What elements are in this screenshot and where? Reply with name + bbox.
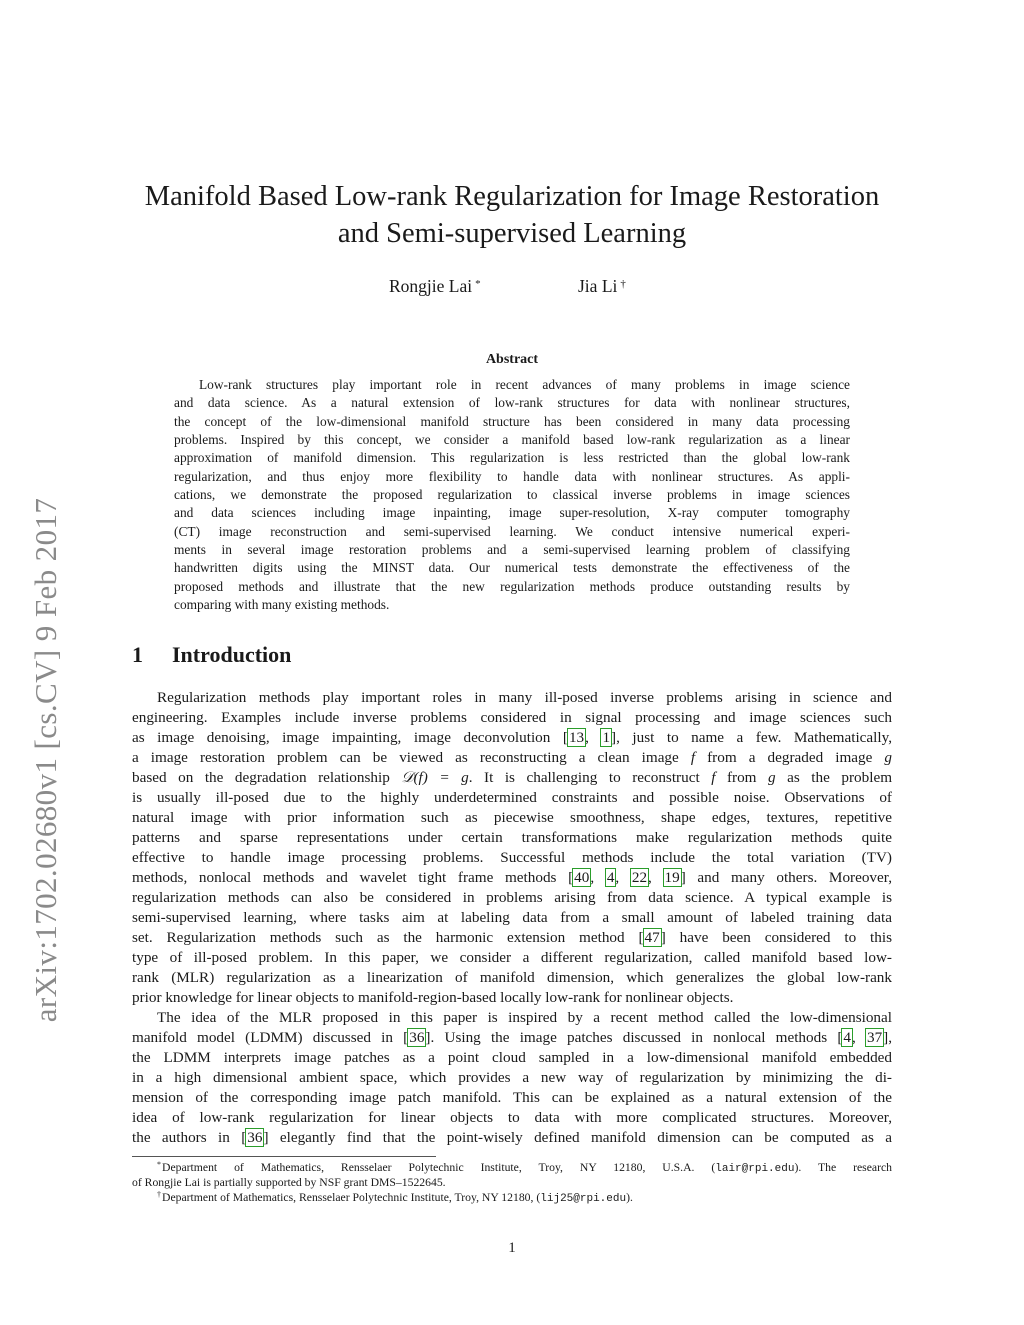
footnote-mark: † xyxy=(157,1190,161,1199)
citation-link[interactable]: 22 xyxy=(631,869,648,886)
math-symbol: f xyxy=(711,769,716,786)
intro-line: in a high dimensional ambient space, which provides a new way of regularization by minimizing the di- xyxy=(132,1069,892,1086)
intro-line: a image restoration problem can be viewed as reconstructing a clean image f from a degraded image g xyxy=(132,749,892,766)
citation-link[interactable]: 40 xyxy=(574,869,590,886)
intro-line: Regularization methods play important roles in many ill-posed inverse problems arising in science and xyxy=(157,689,892,706)
title-line-1: Manifold Based Low-rank Regularization for Image Restoration xyxy=(144,181,880,212)
intro-line: set. Regularization methods such as the harmonic extension method [47] have been considered to this xyxy=(132,929,892,946)
intro-line: manifold model (LDMM) discussed in [36]. Using the image patches discussed in nonlocal methods [4, 37], xyxy=(132,1029,893,1046)
intro-line: regularization methods can also be considered in problems arising from data science. A typical example is xyxy=(132,889,892,906)
citation-link[interactable]: 47 xyxy=(644,929,660,946)
email-link[interactable]: lair@rpi.edu xyxy=(715,1163,795,1175)
author-footnote-mark[interactable]: † xyxy=(620,278,626,290)
abstract-heading: Abstract xyxy=(485,352,539,367)
paper-title xyxy=(132,178,892,252)
intro-line: the authors in [36] elegantly find that the point-wisely defined manifold dimension can be computed as a xyxy=(132,1129,893,1146)
intro-line: natural image with prior information such as piecewise smoothness, shape edges, textures, repetitive xyxy=(132,809,892,826)
intro-line: patterns and sparse representations under certain transformations make regularization methods quite xyxy=(132,829,892,846)
intro-line: rank (MLR) regularization as a linearization of manifold dimension, which generalizes the global low-rank xyxy=(132,969,892,986)
email-link[interactable]: lij25@rpi.edu xyxy=(540,1193,627,1205)
abstract-line: comparing with many existing methods. xyxy=(174,597,390,613)
footnote-1-continued: of Rongjie Lai is partially supported by NSF grant DMS–1522645. xyxy=(132,1176,446,1189)
title-line-2: and Semi-supervised Learning xyxy=(337,218,687,249)
abstract-line: cations, we demonstrate the proposed regularization to classical inverse problems in image sciences xyxy=(174,487,850,503)
abstract-line: the concept of the low-dimensional manifold structure has been considered in many data processing xyxy=(174,413,850,429)
abstract-line: and data science. As a natural extension of low-rank structures for data with nonlinear structures, xyxy=(174,395,850,411)
citation-link[interactable]: 1 xyxy=(602,729,611,746)
abstract-line: handwritten digits using the MINST data. Our numerical tests demonstrate the effectiveness of the xyxy=(174,560,850,576)
page-number: 1 xyxy=(508,1240,516,1256)
footnote-mark: * xyxy=(157,1160,161,1169)
section-heading-introduction xyxy=(132,642,291,668)
footnote-1: *Department of Mathematics, Rensselaer Polytechnic Institute, Troy, NY 12180, U.S.A. (lair@rpi.edu). The research xyxy=(157,1160,892,1175)
abstract-body xyxy=(174,376,850,614)
intro-line: the LDMM interprets image patches as a point cloud sampled in a low-dimensional manifold embedded xyxy=(132,1049,892,1066)
intro-line: engineering. Examples include inverse problems considered in signal processing and image sciences such xyxy=(132,709,892,726)
intro-line: type of ill-posed problem. In this paper, we consider a different regularization, called manifold based low- xyxy=(132,949,892,966)
citation-link[interactable]: 4 xyxy=(843,1029,851,1046)
author-footnote-mark[interactable]: * xyxy=(475,278,481,290)
abstract-line: Low-rank structures play important role in recent advances of many problems in image science xyxy=(199,377,850,392)
author-2 xyxy=(578,276,626,297)
intro-line: idea of low-rank regularization for linear objects to data with more complicated structures. Moreover, xyxy=(132,1109,892,1126)
footnote-divider xyxy=(132,1156,436,1157)
abstract-line: (CT) image reconstruction and semi-supervised learning. We conduct intensive numerical experi- xyxy=(174,523,850,539)
intro-line: as image denoising, image impainting, image deconvolution [13, 1], just to name a few. Mathematically, xyxy=(132,729,893,746)
abstract-line: approximation of manifold dimension. This regularization is less restricted than the global low-rank xyxy=(174,450,850,466)
abstract-line: proposed methods and illustrate that the new regularization methods produce outstanding results by xyxy=(174,578,850,594)
abstract-line: problems. Inspired by this concept, we consider a manifold based low-rank regularization as a linear xyxy=(174,432,850,448)
author-list xyxy=(0,276,1024,298)
section-title: Introduction xyxy=(172,642,292,667)
intro-line: is usually ill-posed due to the highly underdetermined constraints and possible noise. Observations of xyxy=(132,789,892,806)
footnotes xyxy=(132,1160,892,1205)
abstract-line: and data sciences including image inpainting, image super-resolution, X-ray computer tomography xyxy=(174,505,850,521)
math-symbol: g xyxy=(768,769,776,786)
math-symbol: f xyxy=(690,749,696,766)
footnote-2: †Department of Mathematics, Rensselaer Polytechnic Institute, Troy, NY 12180, (lij25@rpi.edu). xyxy=(157,1190,633,1205)
citation-link[interactable]: 4 xyxy=(606,869,615,886)
abstract-line: ments in several image restoration problems and a semi-supervised learning problem of classifying xyxy=(174,542,850,558)
introduction-body xyxy=(132,688,892,1148)
intro-line: prior knowledge for linear objects to manifold-region-based locally low-rank for nonlinear objects. xyxy=(132,989,734,1006)
citation-link[interactable]: 19 xyxy=(664,869,680,886)
intro-line: The idea of the MLR proposed in this paper is inspired by a recent method called the low-dimensional xyxy=(157,1009,892,1026)
math-expression: 𝒟(f) = g xyxy=(401,769,469,786)
intro-line: semi-supervised learning, where tasks aim at labeling data from a small amount of labeled training data xyxy=(132,909,892,926)
citation-link[interactable]: 36 xyxy=(409,1029,425,1046)
intro-line: based on the degradation relationship 𝒟(f) = g. It is challenging to reconstruct f from g as the problem xyxy=(132,769,893,786)
math-symbol: g xyxy=(884,749,892,766)
author-1 xyxy=(389,276,481,297)
author-name: Jia Li xyxy=(578,276,618,296)
abstract-line: regularization, and thus enjoy more flexibility to handle data with nonlinear structures. As appli- xyxy=(174,468,850,484)
intro-line: effective to handle image processing problems. Successful methods include the total variation (TV) xyxy=(132,849,892,866)
arxiv-identifier: arXiv:1702.02680v1 [cs.CV] 9 Feb 2017 xyxy=(28,497,63,1023)
citation-link[interactable]: 37 xyxy=(866,1029,883,1046)
intro-line: mension of the corresponding image patch manifold. This can be explained as a natural extension of the xyxy=(132,1089,892,1106)
intro-line: methods, nonlocal methods and wavelet tight frame methods [40, 4, 22, 19] and many others. Moreover, xyxy=(132,869,893,886)
citation-link[interactable]: 13 xyxy=(568,729,585,746)
citation-link[interactable]: 36 xyxy=(247,1129,263,1146)
author-name: Rongjie Lai xyxy=(389,276,473,296)
section-number: 1 xyxy=(132,642,143,667)
